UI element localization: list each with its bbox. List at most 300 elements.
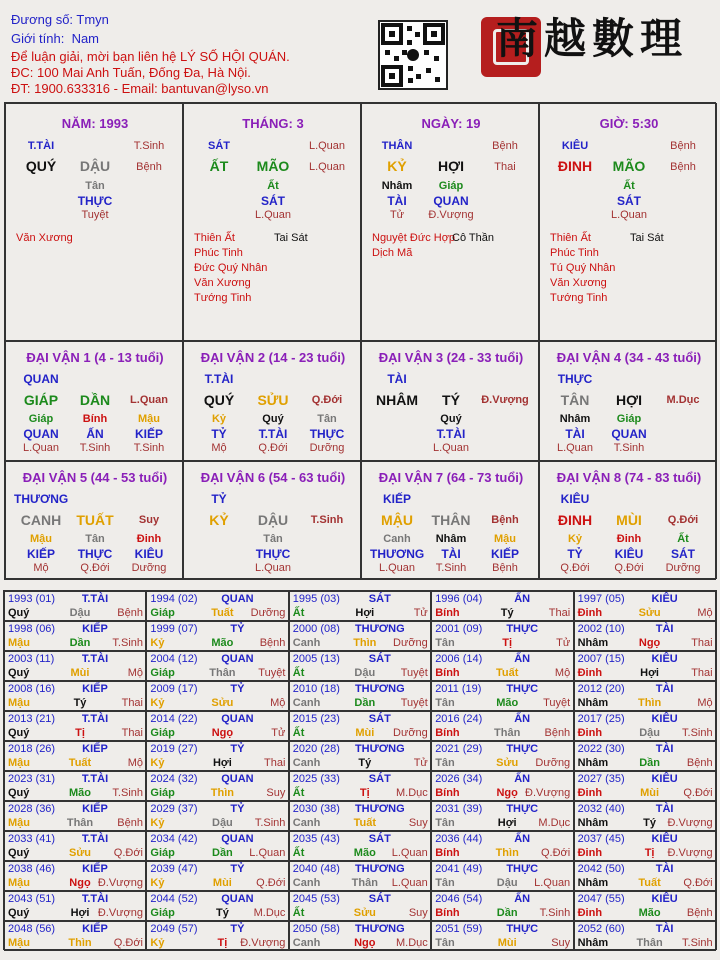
year-god: KIẾP: [82, 623, 108, 635]
year-stage: Đ.Vượng: [240, 937, 286, 949]
year-label: 2032 (40): [577, 803, 625, 815]
year-god: SÁT: [368, 773, 391, 785]
dai-van-stage: M.Dục: [666, 394, 700, 406]
year-label: 2022 (30): [577, 743, 625, 755]
gender: Giới tính: Nam: [11, 31, 100, 46]
year-cell: [289, 741, 431, 771]
dai-van-hidden-stem: Quý: [440, 413, 462, 425]
year-branch: Mão: [69, 787, 91, 799]
dai-van-hidden-stage: T.Sinh: [79, 442, 111, 454]
year-stage: T.Sinh: [682, 727, 713, 739]
year-stem: Đinh: [577, 667, 603, 679]
year-stem: Bính: [435, 907, 460, 919]
pillar-god: SÁT: [208, 140, 230, 152]
year-branch: Ngọ: [69, 877, 91, 889]
pillar-cell: [539, 103, 717, 341]
dai-van-hidden-god: KIẾP: [490, 547, 519, 561]
year-cell: [146, 681, 288, 711]
dai-van-stem: ĐINH: [557, 512, 593, 528]
year-stage: Đ.Vượng: [97, 907, 143, 919]
year-label: 2009 (17): [150, 683, 198, 695]
year-branch: Thìn: [210, 787, 234, 799]
year-stem: Quý: [8, 907, 30, 919]
dai-van-title: ĐẠI VẬN 4 (34 - 43 tuổi): [556, 350, 702, 365]
year-label: 2040 (48): [292, 863, 340, 875]
year-label: 1996 (04): [435, 593, 483, 605]
year-branch: Dậu: [496, 877, 518, 889]
year-cell: [4, 891, 146, 921]
year-branch: Tý: [643, 817, 657, 829]
year-label: 2033 (41): [8, 833, 56, 845]
year-branch: Mão: [353, 847, 376, 859]
year-label: 2026 (34): [435, 773, 483, 785]
year-cell: [431, 741, 573, 771]
year-branch: Mùi: [70, 667, 90, 679]
year-stem: Quý: [8, 607, 30, 619]
year-cell: [574, 591, 716, 621]
dai-van-hidden-stage: Dưỡng: [665, 562, 701, 574]
year-cell: [146, 801, 288, 831]
dai-van-hidden-stage: T.Sinh: [133, 442, 165, 454]
dai-van-god: THỰC: [557, 372, 593, 386]
dai-van-branch: THÂN: [431, 512, 471, 528]
year-stem: Nhâm: [577, 757, 609, 769]
dai-van-branch: TÝ: [442, 392, 460, 408]
year-branch: Hợi: [70, 907, 90, 919]
brand-title: 南越數理: [496, 14, 689, 63]
year-cell: [4, 831, 146, 861]
dai-van-god: TÀI: [387, 372, 407, 386]
year-god: TÀI: [655, 863, 674, 875]
year-branch: Hợi: [355, 607, 375, 619]
year-god: SÁT: [368, 593, 391, 605]
dai-van-hidden-god: THỰC: [77, 547, 113, 561]
year-label: 2021 (29): [435, 743, 483, 755]
year-god: T.TÀI: [81, 773, 109, 785]
dai-van-god: KIÊU: [560, 492, 590, 506]
year-stem: Quý: [8, 787, 30, 799]
year-label: 2046 (54): [435, 893, 483, 905]
year-label: 2024 (32): [150, 773, 198, 785]
pillar-cell: [361, 103, 539, 341]
pillar-title: NĂM: 1993: [61, 116, 129, 131]
year-cell: [431, 891, 573, 921]
star-name: Phúc Tinh: [550, 247, 599, 259]
year-cell: [289, 651, 431, 681]
year-cell: [574, 621, 716, 651]
year-branch: Ngọ: [211, 727, 234, 739]
pillar-hidden-god: THỰC: [77, 194, 113, 208]
pillar-cell: [183, 103, 361, 341]
year-stage: Suy: [266, 787, 286, 799]
dai-van-stem: NHÂM: [376, 392, 418, 408]
year-stage: M.Dục: [538, 817, 571, 829]
year-stage: L.Quan: [391, 877, 428, 889]
year-stage: Suy: [408, 817, 428, 829]
dai-van-stage: Q.Đới: [667, 514, 699, 526]
dai-van-hidden-stem: Mậu: [30, 533, 52, 545]
year-stem: Nhâm: [577, 817, 609, 829]
dai-van-stem: MẬU: [381, 512, 413, 528]
year-stage: Q.Đới: [113, 847, 143, 859]
year-branch: Tị: [502, 637, 513, 649]
dai-van-hidden-stage: Q.Đới: [560, 562, 590, 574]
year-branch: Mão: [496, 697, 519, 709]
year-label: 2007 (15): [577, 653, 625, 665]
dai-van-cell: [5, 461, 183, 579]
year-stem: Ất: [292, 787, 305, 799]
year-stage: T.Sinh: [682, 937, 713, 949]
year-stem: Đinh: [577, 787, 603, 799]
pillar-hidden-stem: Tân: [85, 180, 105, 192]
year-cell: [289, 681, 431, 711]
year-stage: Thai: [548, 607, 571, 619]
pillar-stem: ẤT: [209, 158, 229, 174]
dai-van-title: ĐẠI VẬN 1 (4 - 13 tuổi): [26, 350, 164, 365]
dai-van-branch: HỢI: [616, 392, 642, 408]
year-cell: [574, 891, 716, 921]
year-cell: [431, 651, 573, 681]
year-god: SÁT: [368, 713, 391, 725]
year-stem: Kỷ: [150, 877, 165, 889]
year-stem: Tân: [435, 697, 455, 709]
year-stage: Thai: [263, 757, 286, 769]
year-stem: Nhâm: [577, 697, 609, 709]
dai-van-branch: TUẤT: [76, 512, 114, 528]
year-branch: Tý: [358, 757, 372, 769]
year-stage: Tử: [556, 637, 571, 649]
year-stem: Bính: [435, 727, 460, 739]
year-cell: [4, 591, 146, 621]
pillar-stem: DẬU: [79, 158, 111, 174]
year-label: 2005 (13): [292, 653, 340, 665]
dai-van-hidden-stem: Quý: [262, 413, 284, 425]
year-branch: Thân: [636, 937, 663, 949]
year-label: 2028 (36): [8, 803, 56, 815]
dai-van-hidden-god: KIẾP: [134, 427, 163, 441]
dai-van-title: ĐẠI VẬN 3 (24 - 33 tuổi): [378, 350, 524, 365]
pillar-hidden-stem: Giáp: [438, 180, 464, 192]
dai-van-god: TỶ: [211, 492, 227, 506]
year-stage: Thai: [691, 637, 713, 649]
year-cell: [4, 621, 146, 651]
year-stem: Giáp: [150, 607, 175, 619]
year-god: T.TÀI: [81, 833, 109, 845]
pillar-hidden-stage: Đ.Vượng: [428, 209, 474, 221]
year-god: QUAN: [221, 893, 254, 905]
year-god: TỶ: [230, 863, 245, 875]
year-cell: [146, 651, 288, 681]
pillar-god: KIÊU: [561, 140, 589, 152]
star-name: Văn Xương: [550, 277, 607, 289]
year-cell: [574, 921, 716, 951]
dai-van-hidden-god: TỶ: [211, 427, 227, 441]
pillar-hidden-stage: Tử: [389, 209, 405, 221]
dai-van-hidden-stage: L.Quan: [432, 442, 470, 454]
year-stem: Tân: [435, 817, 455, 829]
dai-van-hidden-stem: Tân: [317, 413, 337, 425]
year-god: THƯƠNG: [354, 803, 405, 815]
dai-van-cell: [361, 341, 539, 461]
dai-van-hidden-god: T.TÀI: [436, 427, 466, 441]
year-stage: Dưỡng: [393, 727, 428, 739]
year-god: ẤN: [514, 713, 531, 725]
dai-van-hidden-god: ẤN: [86, 427, 104, 441]
year-god: SÁT: [368, 893, 391, 905]
year-branch: Tý: [215, 907, 229, 919]
pillar-stage: Bệnh: [670, 161, 696, 173]
year-stem: Canh: [292, 757, 321, 769]
star-name: Tai Sát: [630, 232, 664, 244]
year-branch: Thân: [494, 727, 521, 739]
year-branch: Tý: [73, 697, 87, 709]
year-stem: Ất: [292, 907, 305, 919]
year-stage: Suy: [551, 937, 571, 949]
year-label: 2027 (35): [577, 773, 625, 785]
pillar-hidden-stage: L.Quan: [610, 209, 648, 221]
year-stage: Bệnh: [117, 817, 143, 829]
year-label: 1993 (01): [8, 593, 56, 605]
year-branch: Tị: [75, 727, 85, 739]
year-god: THỰC: [506, 863, 539, 875]
year-god: T.TÀI: [81, 653, 109, 665]
year-god: TÀI: [655, 803, 674, 815]
year-cell: [574, 801, 716, 831]
year-stage: Suy: [408, 907, 428, 919]
year-stem: Canh: [292, 697, 321, 709]
year-stage: Q.Đới: [540, 847, 571, 859]
year-god: KIÊU: [651, 773, 678, 785]
year-label: 2006 (14): [435, 653, 483, 665]
year-god: TỶ: [230, 683, 245, 695]
year-label: 2037 (45): [577, 833, 625, 845]
pillar-hidden-stage: Tuyệt: [81, 209, 109, 221]
year-stem: Ất: [292, 607, 305, 619]
pillar-stage: Thai: [494, 161, 516, 173]
year-label: 2047 (55): [577, 893, 625, 905]
year-label: 2016 (24): [435, 713, 483, 725]
year-cell: [431, 831, 573, 861]
year-stem: Tân: [435, 757, 455, 769]
dai-van-hidden-stem: Nhâm: [559, 413, 591, 425]
year-god: QUAN: [221, 713, 254, 725]
dai-van-branch: DẬU: [257, 512, 289, 528]
dai-van-hidden-stem: Ất: [677, 533, 689, 545]
year-stem: Bính: [435, 787, 460, 799]
year-god: KIẾP: [82, 683, 108, 695]
star-name: Cô Thần: [452, 232, 494, 244]
year-label: 2002 (10): [577, 623, 625, 635]
dai-van-god: THƯƠNG: [14, 492, 69, 506]
year-label: 2013 (21): [8, 713, 56, 725]
year-label: 2043 (51): [8, 893, 56, 905]
dai-van-god: QUAN: [23, 372, 59, 386]
year-label: 2023 (31): [8, 773, 56, 785]
year-god: TÀI: [655, 683, 674, 695]
year-cell: [574, 741, 716, 771]
year-cell: [574, 771, 716, 801]
star-name: Tướng Tinh: [550, 292, 608, 304]
year-label: 2020 (28): [292, 743, 340, 755]
dai-van-cell: [5, 341, 183, 461]
year-god: ẤN: [514, 593, 531, 605]
year-god: KIÊU: [651, 893, 678, 905]
year-god: TÀI: [655, 623, 674, 635]
year-cell: [289, 591, 431, 621]
pillar-god: THÂN: [381, 140, 413, 152]
pillar-title: GIỜ: 5:30: [599, 116, 659, 131]
dai-van-hidden-stage: Bệnh: [492, 562, 518, 574]
year-branch: Dậu: [354, 667, 376, 679]
dai-van-hidden-stage: T.Sinh: [435, 562, 467, 574]
year-stem: Mậu: [8, 877, 30, 889]
year-branch: Mão: [211, 637, 234, 649]
year-stem: Tân: [435, 637, 455, 649]
year-stem: Kỷ: [150, 937, 165, 949]
year-cell: [146, 861, 288, 891]
year-god: QUAN: [221, 653, 254, 665]
qr-code-icon: [378, 20, 448, 90]
year-branch: Dần: [639, 757, 660, 769]
year-branch: Dậu: [69, 607, 91, 619]
year-stage: Dưỡng: [393, 637, 428, 649]
year-branch: Mão: [638, 907, 661, 919]
year-god: THỰC: [506, 683, 539, 695]
year-stage: Tử: [413, 757, 428, 769]
year-label: 2036 (44): [435, 833, 483, 845]
year-cell: [431, 591, 573, 621]
year-cell: [431, 801, 573, 831]
year-label: 2014 (22): [150, 713, 198, 725]
dai-van-stage: Đ.Vượng: [481, 394, 529, 406]
dai-van-hidden-stem: Kỷ: [211, 413, 227, 425]
dai-van-stem: CANH: [20, 512, 62, 528]
year-cell: [4, 921, 146, 951]
year-cell: [289, 891, 431, 921]
dai-van-god: T.TÀI: [204, 372, 234, 386]
pillar-title: NGÀY: 19: [421, 116, 481, 131]
year-stage: Bệnh: [117, 607, 143, 619]
dai-van-hidden-stem: Giáp: [616, 413, 642, 425]
year-stage: Mộ: [697, 607, 713, 619]
dai-van-stage: Suy: [138, 514, 160, 526]
year-branch: Tý: [500, 607, 514, 619]
year-branch: Dậu: [639, 727, 660, 739]
pillar-stem: MÃO: [612, 158, 646, 174]
year-stem: Mậu: [8, 817, 30, 829]
dai-van-hidden-stage: T.Sinh: [613, 442, 645, 454]
dai-van-cell: [539, 341, 717, 461]
year-label: 1994 (02): [150, 593, 198, 605]
pillar-cell: [5, 103, 183, 341]
year-label: 2048 (56): [8, 923, 56, 935]
year-stage: Mộ: [127, 757, 143, 769]
year-stem: Mậu: [8, 637, 30, 649]
year-stage: M.Dục: [253, 907, 286, 919]
year-label: 2012 (20): [577, 683, 625, 695]
year-god: TỶ: [230, 923, 245, 935]
owner-name: Đương số: Tmyn: [11, 12, 109, 27]
year-stem: Quý: [8, 727, 30, 739]
year-cell: [289, 831, 431, 861]
year-branch: Tuất: [638, 877, 661, 889]
pillar-god: Bệnh: [670, 140, 696, 152]
year-stage: L.Quan: [391, 847, 428, 859]
star-name: Văn Xương: [16, 232, 73, 244]
year-branch: Dậu: [212, 817, 233, 829]
year-label: 2010 (18): [292, 683, 340, 695]
year-branch: Tuất: [211, 607, 234, 619]
year-branch: Sửu: [353, 907, 376, 919]
year-cell: [289, 921, 431, 951]
year-stage: Q.Đới: [683, 877, 713, 889]
year-cell: [4, 681, 146, 711]
star-name: Tai Sát: [274, 232, 308, 244]
star-name: Tú Quý Nhân: [550, 262, 616, 274]
year-label: 2050 (58): [292, 923, 340, 935]
year-stage: Tuyệt: [400, 667, 428, 679]
year-cell: [574, 831, 716, 861]
year-label: 2030 (38): [292, 803, 340, 815]
dai-van-hidden-stem: Nhâm: [435, 533, 467, 545]
year-stem: Quý: [8, 667, 30, 679]
year-branch: Sửu: [211, 697, 234, 709]
pillar-stem: KỶ: [387, 158, 407, 174]
year-label: 2031 (39): [435, 803, 483, 815]
pillar-hidden-stem: Ất: [267, 180, 279, 192]
year-branch: Tuất: [495, 667, 519, 679]
year-stem: Kỷ: [150, 817, 165, 829]
star-name: Thiên Ất: [194, 232, 235, 244]
year-stem: Kỷ: [150, 637, 165, 649]
year-label: 2008 (16): [8, 683, 56, 695]
year-stem: Mậu: [8, 757, 30, 769]
year-god: ẤN: [514, 893, 531, 905]
year-god: T.TÀI: [81, 593, 109, 605]
year-cell: [431, 921, 573, 951]
year-god: KIÊU: [651, 713, 678, 725]
year-label: 2035 (43): [292, 833, 340, 845]
year-stage: Q.Đới: [256, 877, 286, 889]
dai-van-hidden-stage: Dưỡng: [309, 442, 345, 454]
year-stem: Bính: [435, 847, 460, 859]
dai-van-branch: SỬU: [257, 392, 289, 408]
year-stage: Mộ: [554, 667, 571, 679]
year-god: KIÊU: [651, 653, 678, 665]
dai-van-title: ĐẠI VẬN 2 (14 - 23 tuổi): [200, 350, 346, 365]
year-cell: [146, 711, 288, 741]
year-label: 2052 (60): [577, 923, 625, 935]
year-branch: Thân: [209, 667, 236, 679]
star-name: Nguyệt Đức Hợp: [372, 232, 456, 244]
year-stem: Canh: [292, 937, 321, 949]
year-stage: Bệnh: [544, 727, 571, 739]
year-stage: Đ.Vượng: [97, 877, 143, 889]
year-stage: Dưỡng: [535, 757, 571, 769]
chart-grid: [4, 102, 716, 580]
year-stage: T.Sinh: [112, 787, 143, 799]
year-branch: Mùi: [212, 877, 232, 889]
pillar-god: T.Sinh: [133, 140, 165, 152]
year-cell: [4, 861, 146, 891]
year-label: 2025 (33): [292, 773, 340, 785]
year-stem: Bính: [435, 607, 460, 619]
dai-van-title: ĐẠI VẬN 7 (64 - 73 tuổi): [378, 470, 524, 485]
year-god: KIÊU: [651, 593, 678, 605]
dai-van-cell: [539, 461, 717, 579]
year-god: THỰC: [506, 743, 539, 755]
pillar-hidden-god: QUAN: [433, 194, 469, 208]
